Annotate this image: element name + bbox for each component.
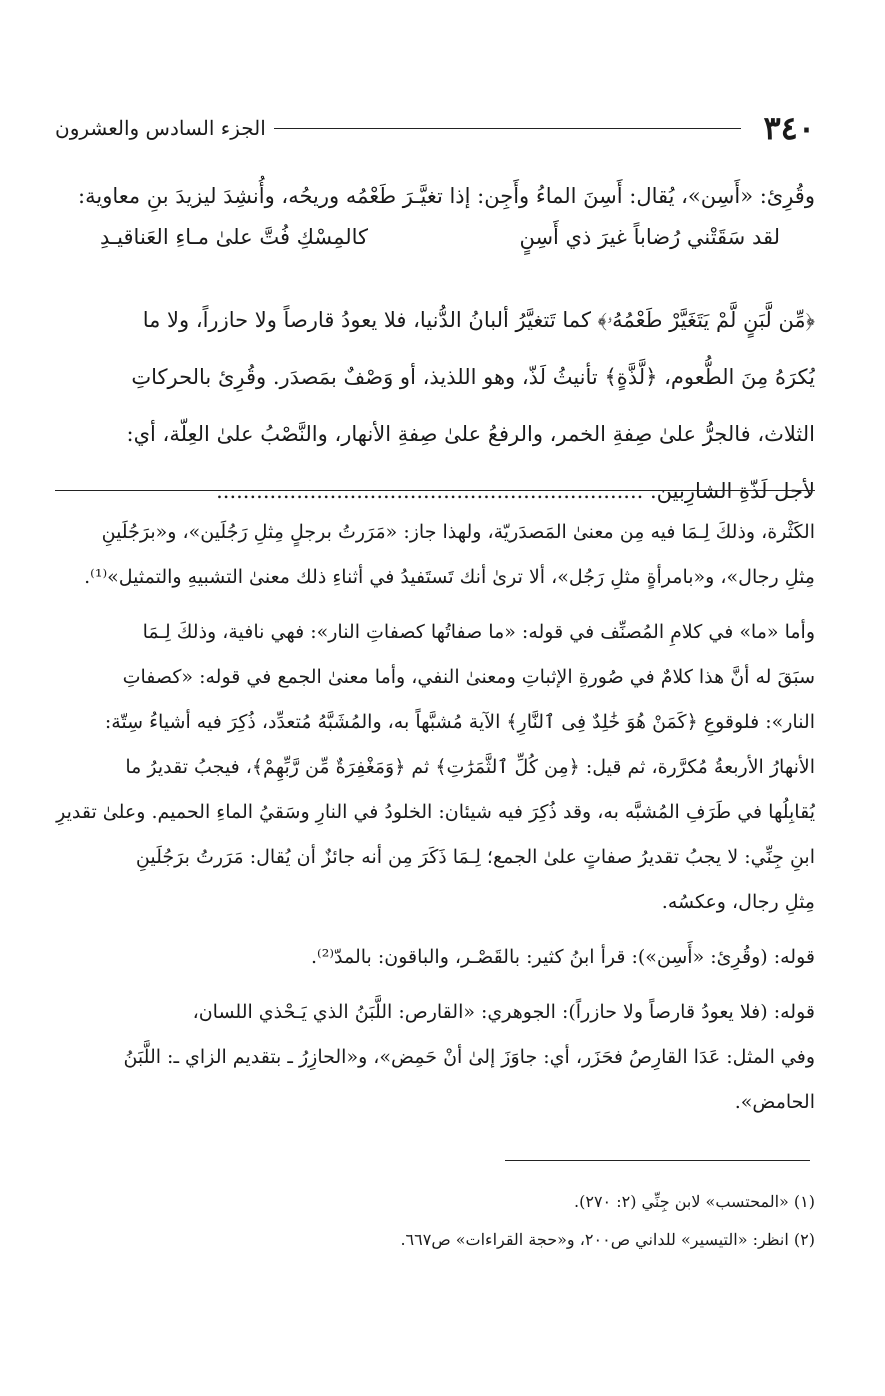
poem-second-hemistich: كالمِسْكِ فُتَّ علىٰ مـاءِ العَناقيـدِ [100, 225, 369, 249]
commentary-line: النار»: فلوقوعِ ﴿كَمَنْ هُوَ خَٰلِدٌ فِى ٱلنَّارِ﴾ الآية مُشبَّهاً به، والمُشَبَّهُ مُتعدِّد، ذُكِرَ فيه أشياءُ سِتّة: [104, 711, 815, 733]
commentary-line: وفي المثل: عَدَا القارِصُ فحَزَر، أي: جاوَزَ إلىٰ أنْ حَمِض»، و«الحازِرُ ـ بتقديم الزاي ـ: اللَّبَنُ [123, 1046, 815, 1068]
main-text-intro [55, 168, 815, 225]
running-head: الجزء السادس والعشرون [55, 116, 266, 140]
page-header [55, 108, 815, 148]
footnote-2: (٢) انظر: «التيسير» للداني ص٢٠٠، و«حجة القراءات» ص٦٦٧. [400, 1230, 815, 1249]
main-text-paragraph [55, 292, 815, 520]
commentary-line: قوله: (فلا يعودُ قارصاً ولا حازراً): الجوهري: «القارص: اللَّبَنُ الذي يَـحْذي اللسان، [192, 1001, 815, 1023]
commentary-paragraph-3 [55, 935, 815, 980]
main-para-line: لأجل لَذّةِ الشارِبين. ................................................................ [216, 479, 815, 503]
main-para-line: ﴿مِّن لَّبَنٍ لَّمْ يَتَغَيَّرْ طَعْمُهُۥ﴾ كما تَتغيَّرُ ألبانُ الدُّنيا، فلا يعودُ قارصاً ولا حازراً، ولا ما [142, 308, 815, 332]
commentary [55, 510, 815, 1135]
poem-verse [100, 225, 780, 265]
footnote-1: (١) «المحتسب» لابن جِنِّي (٢: ٢٧٠). [574, 1192, 815, 1211]
page-number: ٣٤٠ [763, 109, 815, 147]
footnotes [55, 1183, 815, 1259]
commentary-line: الحامض». [734, 1091, 815, 1113]
commentary-line: قوله: (وقُرِئ: «أَسِن»): قرأ ابنُ كثير: بالقَصْـر، والباقون: بالمدّ⁽²⁾. [310, 946, 815, 968]
commentary-line: الكَثْرة، وذلكَ لِـمَا فيه مِن معنىٰ المَصدَريّة، ولهذا جاز: «مَرَرتُ برجلٍ مِثلِ رَجُلَين»، و«برَجُلَينِ [101, 521, 815, 543]
footnote-rule [505, 1160, 810, 1161]
commentary-line: الأنهارُ الأربعةُ مُكرَّرة، ثم قيل: ﴿مِن كُلِّ ٱلثَّمَرَٰتِ﴾ ثم ﴿وَمَغْفِرَةٌ مِّن رَّبِّهِمْ﴾، فيجبُ تقديرُ ما [125, 756, 815, 778]
poem-first-hemistich: لقد سَقَتْني رُضاباً غيرَ ذي أَسِنٍ [519, 225, 780, 249]
commentary-paragraph-4 [55, 990, 815, 1125]
header-rule [274, 128, 742, 129]
commentary-line: مِثلِ رجال»، و«بامرأةٍ مثلِ رَجُل»، ألا ترىٰ أنك تَستَفيدُ في أثناءِ ذلك معنىٰ التشبيهِ والتمثيل»⁽¹⁾. [84, 566, 815, 588]
commentary-paragraph-2 [55, 610, 815, 925]
commentary-line: مِثلِ رجال، وعكسُه. [661, 891, 815, 913]
commentary-paragraph-1 [55, 510, 815, 600]
main-commentary-separator [55, 490, 815, 491]
main-para-line: الثلاث، فالجرُّ علىٰ صِفةِ الخمر، والرفعُ علىٰ صِفةِ الأنهار، والنَّصْبُ علىٰ العِلّة، أي: [126, 422, 815, 446]
commentary-line: وأما «ما» في كلامِ المُصنِّف في قوله: «ما صفاتُها كصفاتِ النار»: فهي نافية، وذلكَ لِـمَا [142, 621, 815, 643]
main-para-line: يُكرَهُ مِنَ الطُّعوم، ﴿لَّذَّةٍ﴾ تأنيثُ لَذّ، وهو اللذيذ، أو وَصْفٌ بمَصدَر. وقُرِئ بالحركاتِ [131, 365, 815, 389]
commentary-line: يُقابِلُها في طَرَفِ المُشبَّه به، وقد ذُكِرَ فيه شيئان: الخلودُ في النارِ وسَقيُ الماءِ الحميم. وعلىٰ تقديرِ [56, 801, 815, 823]
commentary-line: سبَقَ له أنَّ هذا كلامٌ في صُورةِ الإثباتِ ومعنىٰ النفي، وأما معنىٰ الجمع في قوله: «كصفاتِ [122, 666, 815, 688]
commentary-line: ابنِ جِنِّي: لا يجبُ تقديرُ صفاتٍ علىٰ الجمع؛ لِـمَا ذَكَرَ مِن أنه جائزٌ أن يُقال: مَرَرتُ برَجُلَينِ [135, 846, 815, 868]
main-line-1: وقُرِئ: «أَسِن»، يُقال: أَسِنَ الماءُ وأَجِن: إذا تغيَّـرَ طَعْمُه وريحُه، وأُنشِدَ ليزيدَ بنِ معاوية: [78, 184, 815, 208]
